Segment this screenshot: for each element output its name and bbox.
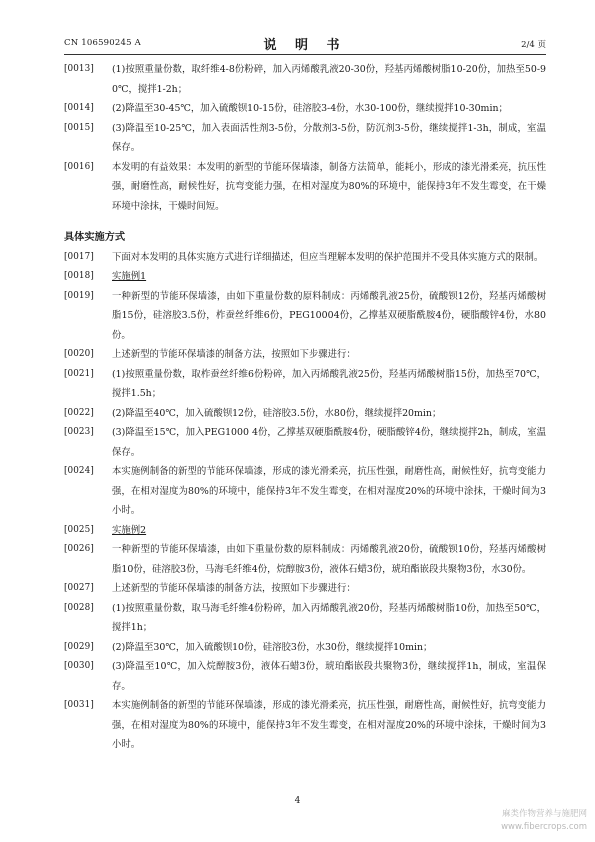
page-header [64, 34, 546, 53]
paragraph-number: [0024] [64, 466, 94, 476]
paragraph-text: 本发明的有益效果：本发明的新型的节能环保墙漆，制备方法简单，能耗小，形成的漆光滑柔亮，抗压性强，耐磨性高，耐候性好，抗弯变能力强，在相对湿度为80%的环境中，能保持3年不发生霉变，在干燥环境中涂抹，干燥时间短。 [112, 161, 546, 212]
paragraph-number: [0018] [64, 271, 94, 281]
paragraph-text: 下面对本发明的具体实施方式进行详细描述，但应当理解本发明的保护范围并不受具体实施方式的限制。 [112, 251, 544, 263]
paragraph-number: [0026] [64, 544, 94, 554]
paragraph [64, 345, 546, 365]
example-heading-label: 实施例1 [112, 271, 147, 282]
paragraph [64, 119, 546, 158]
document-number: CN 106590245 A [64, 38, 141, 48]
watermark-line-2: www.fibercrops.com [501, 822, 587, 832]
paragraph-number: [0029] [64, 641, 94, 652]
paragraph-text: (2)降温至30℃，加入硫酸钡10份，硅溶胶3份，水30份，继续搅拌10min； [112, 641, 433, 653]
paragraph-text: 上述新型的节能环保墙漆的制备方法，按照如下步骤进行： [112, 349, 356, 360]
paragraph [64, 60, 546, 99]
paragraph-number: [0025] [64, 524, 94, 535]
embodiments-block [64, 248, 546, 755]
paragraph-number: [0027] [64, 583, 94, 593]
watermark [501, 808, 587, 834]
paragraph-text: 一种新型的节能环保墙漆，由如下重量份数的原料制成：丙烯酸乳液20份，硫酸钡10份，羟基丙烯酸树脂10份，硅溶胶3份，马海毛纤维4份，烷醇胺3份，液体石蜡3份，琥珀酯嵌段共聚物3份，水30份。 [112, 544, 546, 575]
paragraph [64, 404, 546, 424]
paragraph-text: 上述新型的节能环保墙漆的制备方法，按照如下步骤进行： [112, 583, 356, 594]
paragraph [64, 423, 546, 462]
paragraph-text: (2)降温至40℃，加入硫酸钡12份，硅溶胶3.5份，水80份，继续搅拌20min； [112, 407, 442, 419]
paragraph-number: [0016] [64, 161, 94, 172]
paragraph [64, 99, 546, 119]
paragraph [64, 696, 546, 755]
paragraph [64, 287, 546, 346]
paragraph-number: [0019] [64, 290, 94, 301]
paragraph-text: 本实施例制备的新型的节能环保墙漆，形成的漆光滑柔亮，抗压性强，耐磨性高，耐候性好，抗弯变能力强，在相对湿度为80%的环境中，能保持3年不发生霉变，在相对湿度20%的环境中涂抹，干燥时间为3小时。 [112, 466, 546, 516]
paragraph [64, 540, 546, 579]
paragraph [64, 521, 546, 541]
paragraph-text: (2)降温至30-45℃，加入硫酸钡10-15份，硅溶胶3-4份，水30-100份，继续搅拌10-30min； [112, 103, 508, 114]
paragraph [64, 158, 546, 217]
paragraph-text: (3)降温至15℃，加入PEG1000 4份，乙撑基双硬脂酰胺4份，硬脂酸锌4份，继续搅拌2h，制成，室温保存。 [112, 427, 546, 458]
document-title: 说 明 书 [263, 38, 347, 53]
paragraph-text: (3)降温至10℃，加入烷醇胺3份，液体石蜡3份，琥珀酯嵌段共聚物3份，继续搅拌1h，制成，室温保存。 [112, 661, 546, 692]
page-number: 4 [294, 796, 301, 806]
paragraph-text: 本实施例制备的新型的节能环保墙漆，形成的漆光滑柔亮，抗压性强，耐磨性高，耐候性好，抗弯变能力强，在相对湿度为80%的环境中，能保持3年不发生霉变，在相对湿度20%的环境中涂抹，干燥时间为3小时。 [112, 700, 546, 750]
example-heading [112, 521, 546, 541]
example-heading-label: 实施例2 [112, 524, 147, 536]
paragraph-text: (1)按照重量份数，取马海毛纤维4份粉碎，加入丙烯酸乳液20份，羟基丙烯酸树脂10份，加热至50℃，搅拌1h； [112, 602, 546, 633]
paragraph-number: [0030] [64, 661, 94, 671]
paragraph-number: [0021] [64, 368, 94, 379]
paragraph [64, 462, 546, 521]
document-body [64, 60, 546, 755]
paragraph-number: [0015] [64, 122, 94, 133]
paragraph [64, 579, 546, 599]
paragraph-text: (1)按照重量份数，取纤维4-8份粉碎，加入丙烯酸乳液20-30份，羟基丙烯酸树脂10-20份，加热至50-90℃，搅拌1-2h； [112, 64, 546, 95]
claims-steps-block [64, 60, 546, 216]
paragraph [64, 657, 546, 696]
paragraph-number: [0014] [64, 103, 94, 113]
watermark-line-1: 麻类作物营养与施肥网 [501, 809, 587, 819]
paragraph-text: (1)按照重量份数，取柞蚕丝纤维6份粉碎，加入丙烯酸乳液25份，羟基丙烯酸树脂15份，加热至70℃，搅拌1.5h； [112, 368, 546, 399]
example-heading [112, 267, 546, 287]
page-indicator: 2/4 页 [521, 40, 546, 50]
paragraph-number: [0022] [64, 407, 94, 418]
paragraph [64, 248, 546, 268]
paragraph [64, 599, 546, 638]
paragraph-number: [0013] [64, 64, 94, 74]
paragraph-number: [0031] [64, 700, 94, 710]
paragraph-number: [0017] [64, 251, 94, 262]
paragraph-text: 一种新型的节能环保墙漆，由如下重量份数的原料制成：丙烯酸乳液25份，硫酸钡12份，羟基丙烯酸树脂15份，硅溶胶3.5份，柞蚕丝纤维6份，PEG10004份，乙撑基双硬脂酰胺4份，硬脂酸锌4份，水80份。 [112, 290, 546, 341]
section-title: 具体实施方式 [64, 231, 126, 243]
paragraph-number: [0020] [64, 349, 94, 359]
paragraph [64, 365, 546, 404]
paragraph [64, 638, 546, 658]
paragraph [64, 267, 546, 287]
header-divider [64, 54, 546, 55]
paragraph-number: [0028] [64, 602, 94, 613]
paragraph-text: (3)降温至10-25℃，加入表面活性剂3-5份，分散剂3-5份，防沉剂3-5份，继续搅拌1-3h，制成，室温保存。 [112, 122, 546, 153]
paragraph-number: [0023] [64, 427, 94, 437]
